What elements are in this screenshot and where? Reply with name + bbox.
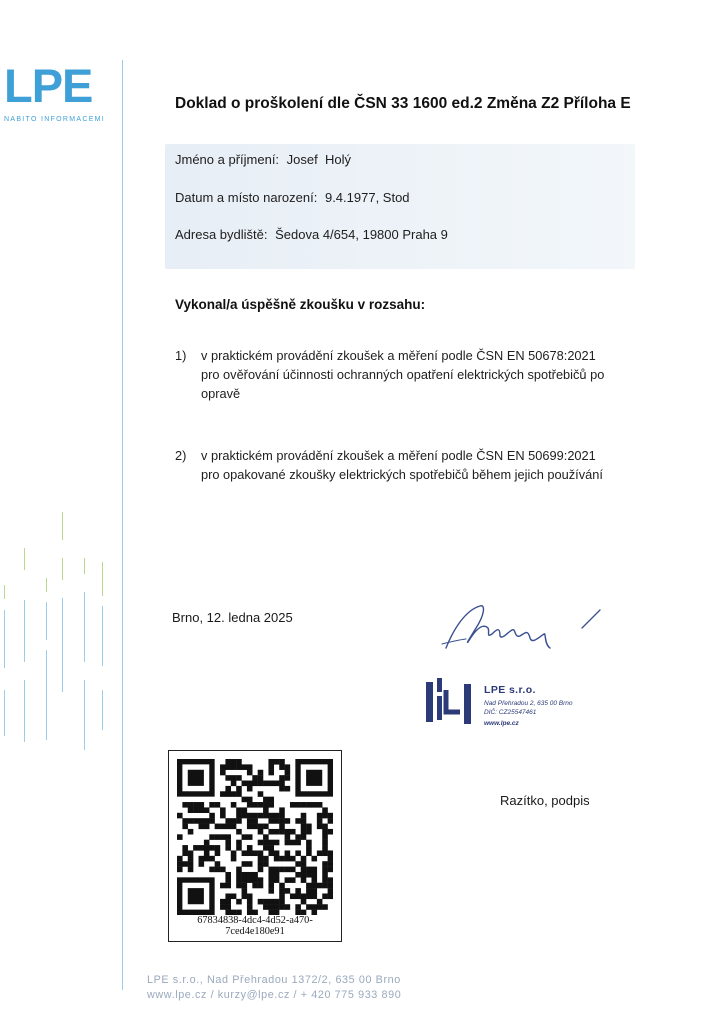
stamp-dic: DIČ: CZ25547461 xyxy=(484,709,537,716)
decorative-line xyxy=(102,606,103,666)
exam-item-line: opravě xyxy=(201,386,241,401)
footer-contacts: www.lpe.cz / kurzy@lpe.cz / + 420 775 933 890 xyxy=(147,989,402,1001)
place-date: Brno, 12. ledna 2025 xyxy=(172,610,293,625)
decorative-line xyxy=(24,600,25,662)
company-tagline: NABITO INFORMACEMI xyxy=(4,116,106,123)
exam-item-line: pro ověřování účinnosti ochranných opatření elektrických spotřebičů po xyxy=(201,367,605,382)
address-field xyxy=(175,227,448,242)
decorative-line xyxy=(24,680,25,742)
birth-field xyxy=(175,190,410,205)
exam-heading: Vykonal/a úspěšně zkoušku v rozsahu: xyxy=(175,297,426,312)
decorative-line xyxy=(4,690,5,736)
decorative-line xyxy=(4,610,5,668)
exam-item xyxy=(175,446,655,484)
company-logo: LPE xyxy=(4,59,93,112)
decorative-line xyxy=(62,558,63,580)
decorative-line xyxy=(84,558,85,574)
stamp-signature-label: Razítko, podpis xyxy=(500,793,590,808)
document-title: Doklad o proškolení dle ČSN 33 1600 ed.2 Změna Z2 Příloha E xyxy=(175,95,631,112)
exam-item-number: 2) xyxy=(175,448,187,463)
qr-code-caption: 67834838-4dc4-4d52-a470-7ced4e180e91 xyxy=(197,915,313,937)
decorative-line xyxy=(122,60,123,990)
address-label: Adresa bydliště: xyxy=(175,227,268,242)
qr-code-icon xyxy=(177,759,333,915)
exam-item-line: pro opakované zkoušky elektrických spotřebičů během jejich používání xyxy=(201,467,603,482)
decorative-line xyxy=(46,602,47,640)
decorative-line xyxy=(46,650,47,740)
name-value: Josef Holý xyxy=(286,152,351,167)
stamp-logo-icon xyxy=(424,676,478,730)
address-value: Šedova 4/654, 19800 Praha 9 xyxy=(275,227,448,242)
decorative-line xyxy=(24,548,25,570)
birth-value: 9.4.1977, Stod xyxy=(324,190,410,205)
exam-item-number: 1) xyxy=(175,348,187,363)
exam-item-line: v praktickém provádění zkoušek a měření podle ČSN EN 50699:2021 xyxy=(201,448,596,463)
decorative-line xyxy=(102,562,103,596)
decorative-line xyxy=(62,512,63,540)
decorative-line xyxy=(4,585,5,599)
stamp-address: Nad Přehradou 2, 635 00 Brno xyxy=(484,700,573,707)
decorative-line xyxy=(62,598,63,692)
signature-image xyxy=(440,598,610,662)
decorative-line xyxy=(84,680,85,750)
name-label: Jméno a příjmení: xyxy=(175,152,280,167)
decorative-line xyxy=(46,578,47,592)
stamp-company: LPE s.r.o. xyxy=(484,684,536,696)
qr-code-box xyxy=(168,750,342,942)
footer-address: LPE s.r.o., Nad Přehradou 1372/2, 635 00 Brno xyxy=(147,974,401,986)
name-field xyxy=(175,152,351,167)
exam-item-line: v praktickém provádění zkoušek a měření podle ČSN EN 50678:2021 xyxy=(201,348,596,363)
decorative-line xyxy=(102,690,103,730)
birth-label: Datum a místo narození: xyxy=(175,190,318,205)
exam-item xyxy=(175,346,655,403)
stamp-web: www.lpe.cz xyxy=(484,720,519,727)
decorative-line xyxy=(84,592,85,662)
